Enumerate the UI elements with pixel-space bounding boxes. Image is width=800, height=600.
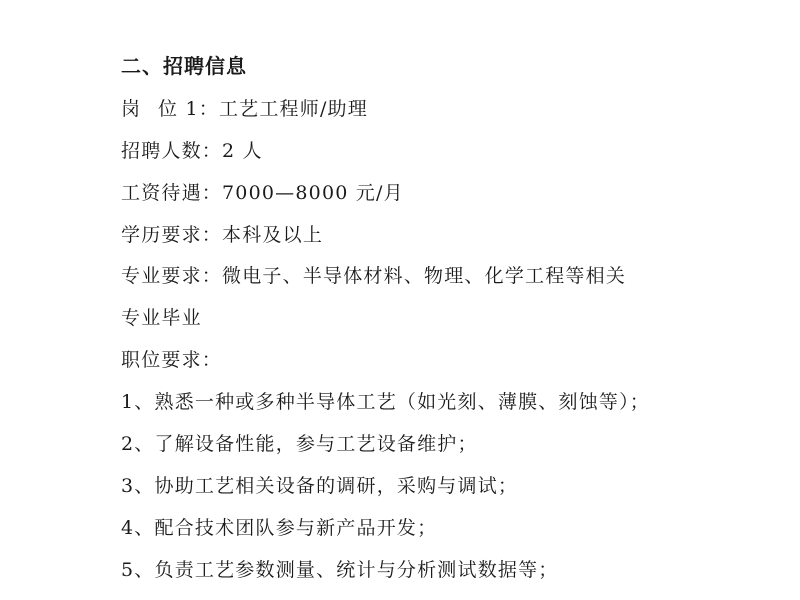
education-value: 本科及以上 bbox=[222, 224, 324, 246]
salary-value: 7000—8000 元/月 bbox=[222, 182, 404, 204]
post-label-b: 位 1： bbox=[158, 98, 219, 120]
education-line bbox=[121, 223, 323, 247]
requirement-item: 4、配合技术团队参与新产品开发； bbox=[121, 517, 438, 539]
major-line bbox=[121, 264, 626, 288]
salary-label: 工资待遇： bbox=[121, 182, 223, 204]
education-label: 学历要求： bbox=[121, 224, 223, 246]
requirement-item: 2、了解设备性能，参与工艺设备维护； bbox=[121, 433, 478, 455]
count-label: 招聘人数： bbox=[121, 140, 223, 162]
count-line bbox=[121, 139, 263, 163]
count-value: 2 人 bbox=[222, 140, 263, 162]
requirement-item: 3、协助工艺相关设备的调研，采购与调试； bbox=[121, 475, 519, 497]
section-heading: 二、招聘信息 bbox=[121, 54, 247, 78]
requirement-item: 1、熟悉一种或多种半导体工艺（如光刻、薄膜、刻蚀等）； bbox=[121, 391, 650, 413]
major-label: 专业要求： bbox=[121, 265, 223, 287]
major-continuation: 专业毕业 bbox=[121, 307, 202, 329]
salary-line bbox=[121, 181, 404, 205]
major-value: 微电子、半导体材料、物理、化学工程等相关 bbox=[222, 265, 627, 287]
requirement-item: 5、负责工艺参数测量、统计与分析测试数据等； bbox=[121, 559, 559, 581]
post-label-a: 岗 bbox=[121, 98, 159, 120]
post-line bbox=[121, 97, 368, 121]
requirements-label: 职位要求： bbox=[121, 349, 223, 371]
post-value: 工艺工程师/助理 bbox=[218, 98, 368, 120]
